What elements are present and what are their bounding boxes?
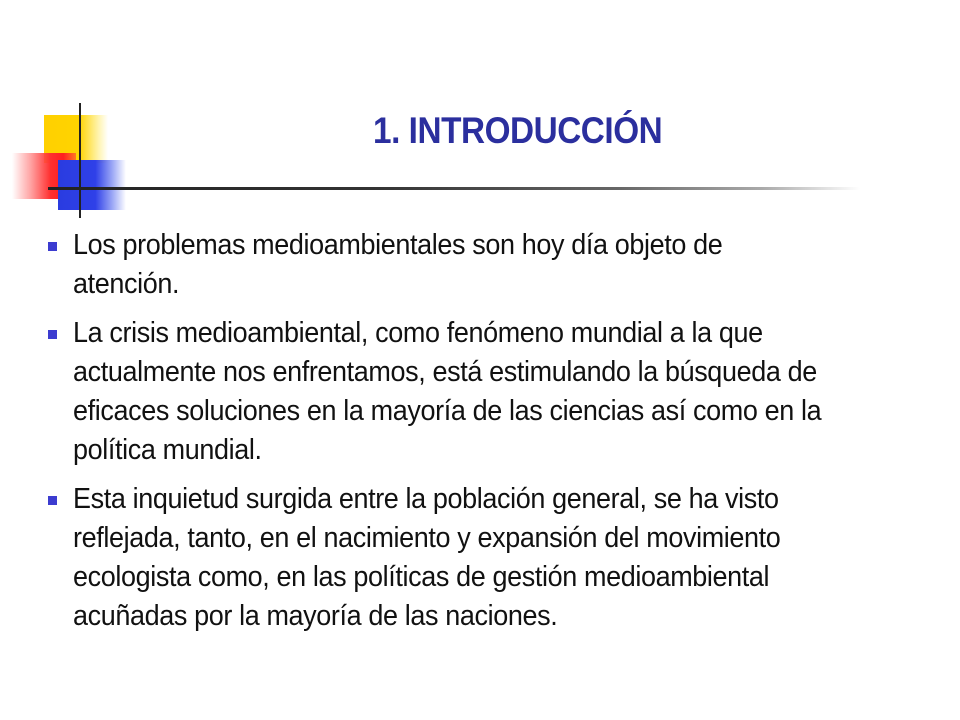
bullet-text: [73, 480, 947, 636]
slide-title: 1. INTRODUCCIÓN: [373, 110, 663, 151]
bullet-line: eficaces soluciones en la mayoría de las ciencias así como en la: [73, 395, 822, 427]
bullet-line: reflejada, tanto, en el nacimiento y expansión del movimiento: [73, 522, 781, 554]
bullet-line: actualmente nos enfrentamos, está estimulando la búsqueda de: [73, 356, 817, 388]
square-bullet-icon: [48, 330, 57, 339]
bullet-text: [73, 314, 947, 470]
bullet-line: Esta inquietud surgida entre la población general, se ha visto: [73, 483, 779, 515]
square-bullet-icon: [48, 496, 57, 505]
bullet-line: acuñadas por la mayoría de las naciones.: [73, 600, 558, 632]
bullet-line: La crisis medioambiental, como fenómeno mundial a la que: [73, 317, 763, 349]
bullet-item: [48, 314, 953, 470]
bullet-line: atención.: [73, 268, 180, 300]
title-underline-rule: [48, 187, 860, 190]
bullet-line: ecologista como, en las políticas de gestión medioambiental: [73, 561, 770, 593]
bullet-item: [48, 226, 953, 304]
vertical-rule: [79, 103, 81, 218]
square-bullet-icon: [48, 242, 57, 251]
bullet-text: [73, 226, 947, 304]
bullet-item: [48, 480, 953, 636]
bullet-list: [48, 226, 953, 646]
bullet-line: política mundial.: [73, 434, 262, 466]
bullet-line: Los problemas medioambientales son hoy día objeto de: [73, 229, 723, 261]
blue-square: [58, 160, 126, 210]
